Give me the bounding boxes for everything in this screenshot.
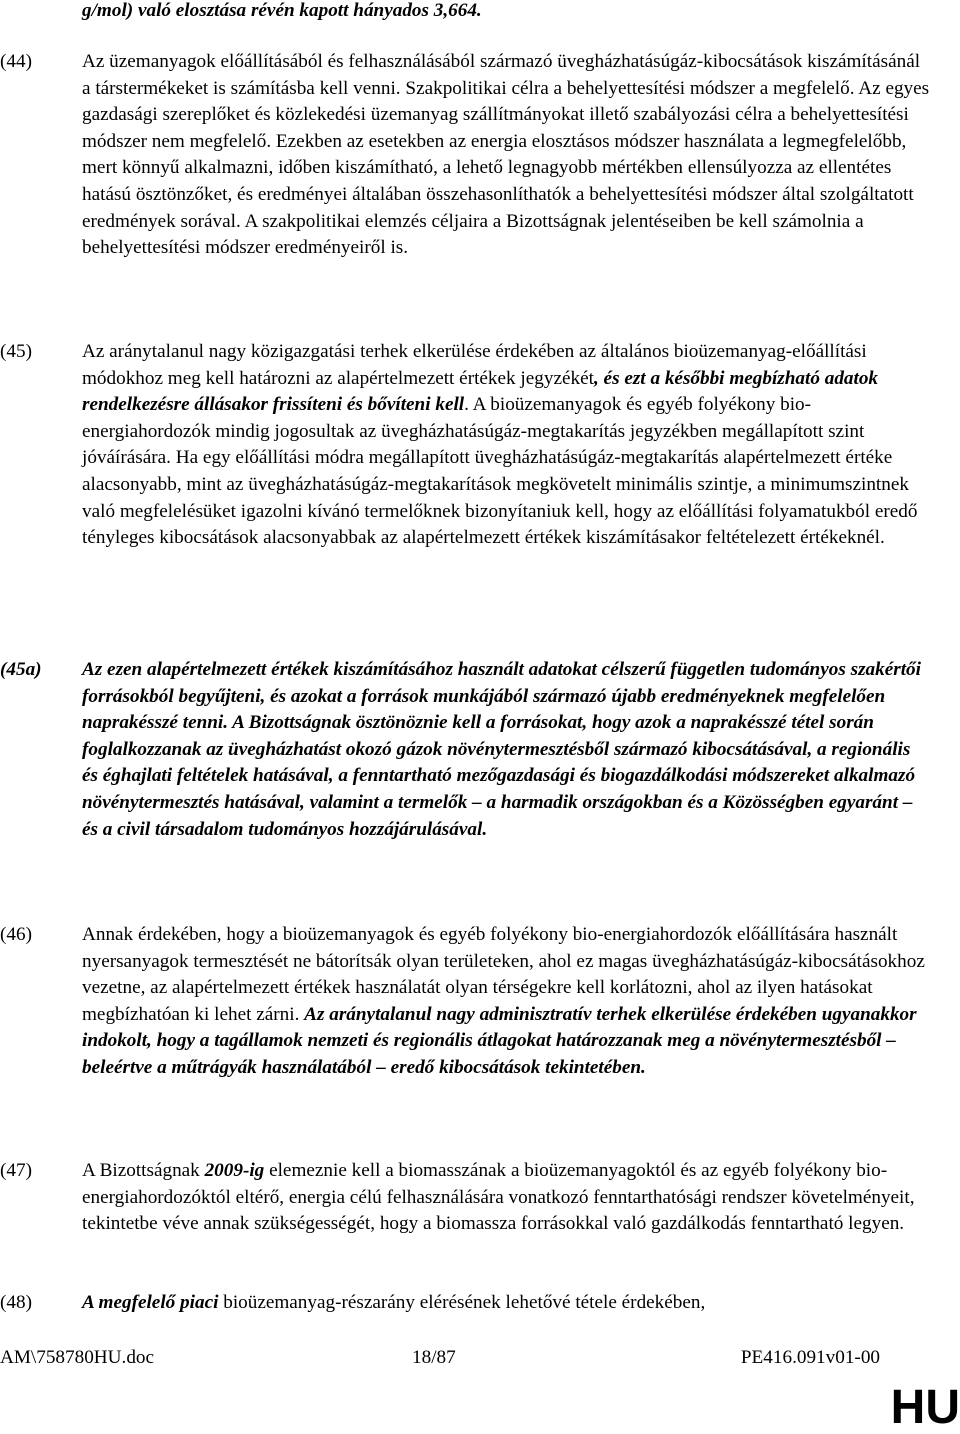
paragraph-text	[82, 657, 930, 843]
continuation-line: g/mol) való elosztása révén kapott hányados 3,664.	[82, 0, 482, 21]
paragraph-text	[82, 922, 930, 1082]
paragraph-text	[82, 1158, 930, 1238]
paragraph-number: (48)	[0, 1292, 32, 1313]
version-reference: PE416.091v01-00	[740, 1347, 880, 1368]
text-segment: elemeznie kell a biomasszának a bioüzemanyagoktól és az egyéb folyékony bio-energiahordozóktól eltérő, energia célú felhasználására vonatkozó fenntarthatósági rendszer követelményeit, tekintetbe véve annak szükségességét, hogy a biomassza forrásokkal való gazdálkodás fenntartható legyen.	[82, 1160, 915, 1235]
paragraph-number: (47)	[0, 1160, 32, 1181]
amendment-segment: Az aránytalanul nagy adminisztratív terhek elkerülése érdekében ugyanakkor indokolt, hogy a tagállamok nemzeti és regionális átlagokat határozzanak meg a növénytermesztésből – beleértve a műtrágyák használatából – eredő kibocsátások tekintetében.	[82, 1003, 917, 1078]
paragraph-text	[82, 49, 930, 262]
text-segment: Annak érdekében, hogy a bioüzemanyagok és egyéb folyékony bio-energiahordozók előállítására használt nyersanyagok termesztését ne bátorítsák olyan területeken, ahol ez magas üvegházhatásúgáz-kibocsátásokhoz vezetne, az alapértelmezett értékek használatát olyan térségekre kell korlátozni, ahol az ilyen hatásokat megbízhatóan ki lehet zárni.	[82, 924, 925, 1025]
page-number: 18/87	[412, 1347, 456, 1368]
document-reference: AM\758780HU.doc	[0, 1347, 155, 1368]
amendment-segment: Az ezen alapértelmezett értékek kiszámításához használt adatokat célszerű független tudományos szakértői forrásokból begyűjteni, és azokat a források munkájából származó újabb eredményeknek megfelelően naprakésszé tenni. A Bizottságnak ösztönöznie kell a forrásokat, hogy azok a naprakésszé tétel során foglalkozzanak az üvegházhatást okozó gázok növénytermesztésből származó kibocsátásával, a regionális és éghajlati feltételek hatásával, a fenntartható mezőgazdasági és biogazdálkodási módszereket alkalmazó növénytermesztés hatásával, valamint a termelők – a harmadik országokban és a Közösségben egyaránt – és a civil társadalom tudományos hozzájárulásával.	[82, 659, 921, 840]
amendment-segment: , és ezt a későbbi megbízható adatok rendelkezésre állásakor frissíteni és bővíteni kell	[82, 367, 879, 416]
paragraph-number: (46)	[0, 924, 32, 945]
language-code: HU	[890, 1381, 960, 1434]
text-segment: . A bioüzemanyagok és egyéb folyékony bio-energiahordozók mindig jogosultak az üvegházhatásúgáz-megtakarítás jegyzékben megállapított szint jóváírására. Ha egy előállítási módra megállapított üvegházhatásúgáz-megtakarítás alapértelmezett értéke alacsonyabb, mint az üvegházhatásúgáz-megtakarítások megkövetelt minimális szintje, a minimumszintnek való megfelelésüket igazolni kívánó termelőknek bizonyítaniuk kell, hogy az előállítási folyamatukból eredő tényleges kibocsátások alacsonyabbak az alapértelmezett értékek kiszámításakor feltételezett értékeknél.	[82, 394, 918, 549]
amendment-segment: 2009-ig	[204, 1160, 265, 1181]
paragraph-text	[82, 339, 930, 552]
amendment-segment: A megfelelő piaci	[82, 1292, 219, 1313]
text-segment: Az aránytalanul nagy közigazgatási terhek elkerülése érdekében az általános bioüzemanyag-előállítási módokhoz meg kell határozni az alapértelmezett értékek jegyzékét	[82, 341, 867, 389]
page-footer	[0, 1345, 960, 1371]
paragraph-text	[82, 1290, 930, 1317]
text-segment: Az üzemanyagok előállításából és felhasználásából származó üvegházhatásúgáz-kibocsátások kiszámításánál a társtermékeket is számításba kell venni. Szakpolitikai célra a behelyettesítési módszer a megfelelő. Az egyes gazdasági szereplőket és közlekedési üzemanyag szállítmányokat illető szabályozási célra a behelyettesítési módszer nem megfelelő. Ezekben az esetekben az energia elosztásos módszer használata a legmegfelelőbb, mert könnyű alkalmazni, időben kiszámítható, a lehető legnagyobb mértékben ellensúlyozza az ellentétes hatású ösztönzőket, és eredményei általában összehasonlíthatók a behelyettesítési módszer által szolgáltatott eredmények sorával. A szakpolitikai elemzés céljaira a Bizottságnak jelentéseiben be kell számolnia a behelyettesítési módszer eredményeiről is.	[82, 51, 930, 259]
paragraph-number: (45)	[0, 341, 32, 362]
text-segment: bioüzemanyag-részarány elérésének lehetővé tétele érdekében,	[218, 1292, 706, 1313]
text-segment: A Bizottságnak	[82, 1160, 205, 1181]
paragraph-number: (45a)	[0, 659, 42, 680]
paragraph-number: (44)	[0, 51, 32, 72]
